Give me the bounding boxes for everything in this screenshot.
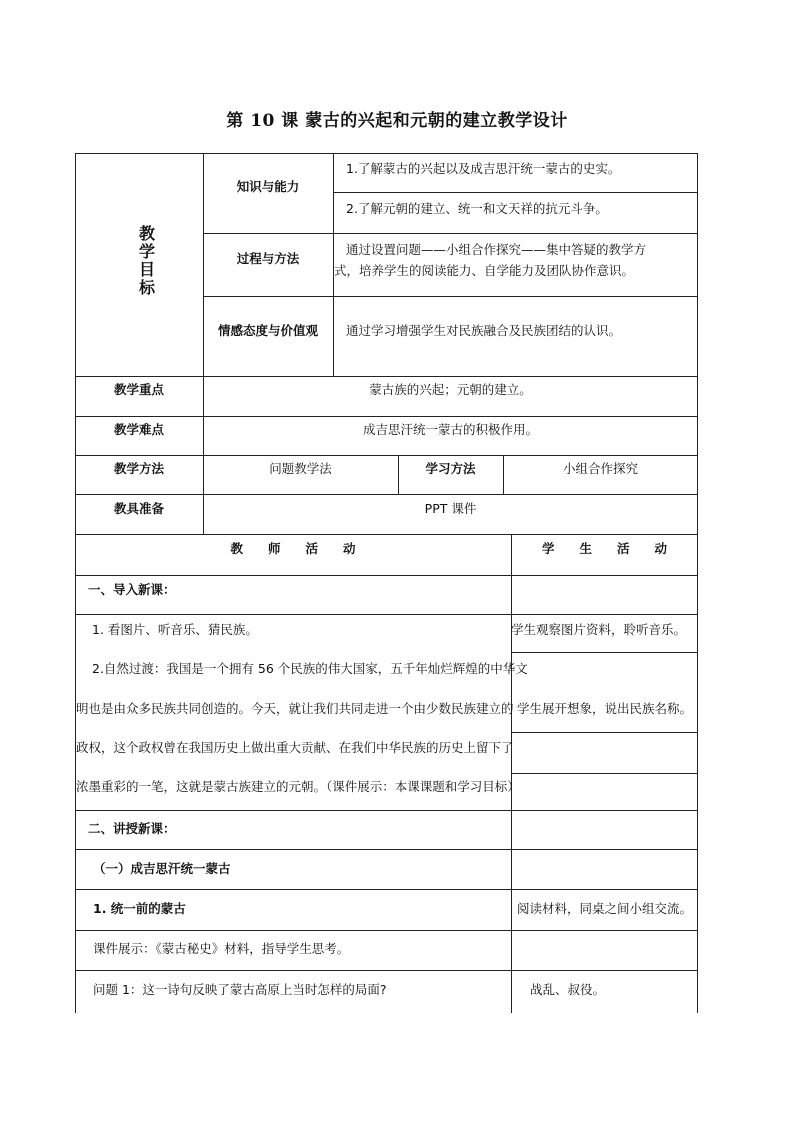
difficulty-label: 教学难点 [113,422,164,437]
key-point-label: 教学重点 [113,382,164,397]
teacher-activity-header: 教 师 活 动 [230,541,356,556]
objectives-label: 教 学 目 标 [138,224,155,297]
student-activity-3: 阅读材料，同桌之间小组交流。 [517,901,693,916]
lecture-heading: 二、讲授新课： [88,821,176,836]
study-method-value: 小组合作探究 [562,461,638,476]
process-label: 过程与方法 [236,251,300,266]
study-method-label: 学习方法 [425,461,476,476]
document-title: 第 10 课 蒙古的兴起和元朝的建立教学设计 [226,111,568,131]
intro-item-2-line4: 浓墨重彩的一笔，这就是蒙古族建立的元朝。（课件展示：本课课题和学习目标） [76,779,520,794]
question-1: 问题 1：这一诗句反映了蒙古高原上当时怎样的局面? [93,982,387,997]
difficulty-value: 成吉思汗统一蒙古的积极作用。 [362,422,538,437]
intro-item-2-line2: 明也是由众多民族共同创造的。今天，就让我们共同走进一个由少数民族建立的 [76,701,514,716]
emotion-text: 通过学习增强学生对民族融合及民族团结的认识。 [346,323,622,338]
emotion-label: 情感态度与价值观 [217,323,318,338]
intro-item-2-line3: 政权，这个政权曾在我国历史上做出重大贡献、在我们中华民族的历史上留下了 [76,740,514,755]
section-1-heading: （一）成吉思汗统一蒙古 [93,861,231,876]
subsection-1-heading: 1. 统一前的蒙古 [93,901,186,916]
intro-heading: 一、导入新课： [88,582,176,597]
method-value: 问题教学法 [269,461,332,476]
knowledge-item-2: 2.了解元朝的建立、统一和文天祥的抗元斗争。 [346,201,608,216]
knowledge-item-1: 1.了解蒙古的兴起以及成吉思汗统一蒙古的史实。 [346,161,621,176]
tools-value: PPT 课件 [424,501,477,516]
intro-item-2-line1: 2.自然过渡：我国是一个拥有 56 个民族的伟大国家，五千年灿烂辉煌的中华文 [92,661,528,676]
answer-1: 战乱、叔役。 [530,982,606,997]
knowledge-label: 知识与能力 [236,179,300,194]
method-label: 教学方法 [113,461,164,476]
student-activity-header: 学 生 活 动 [541,541,667,556]
tools-label: 教具准备 [113,501,164,516]
intro-item-1: 1. 看图片、听音乐、猜民族。 [92,622,258,637]
student-activity-1: 学生观察图片资料，聆听音乐。 [511,622,687,637]
key-point-value: 蒙古族的兴起；元朝的建立。 [369,382,532,397]
courseware-show-1: 课件展示：《蒙古秘史》材料，指导学生思考。 [93,941,350,956]
process-text-line2: 式，培养学生的阅读能力、自学能力及团队协作意识。 [334,263,635,278]
process-text-line1: 通过设置问题——小组合作探究——集中答疑的教学方 [346,242,647,257]
student-activity-2: 学生展开想象，说出民族名称。 [517,701,693,716]
